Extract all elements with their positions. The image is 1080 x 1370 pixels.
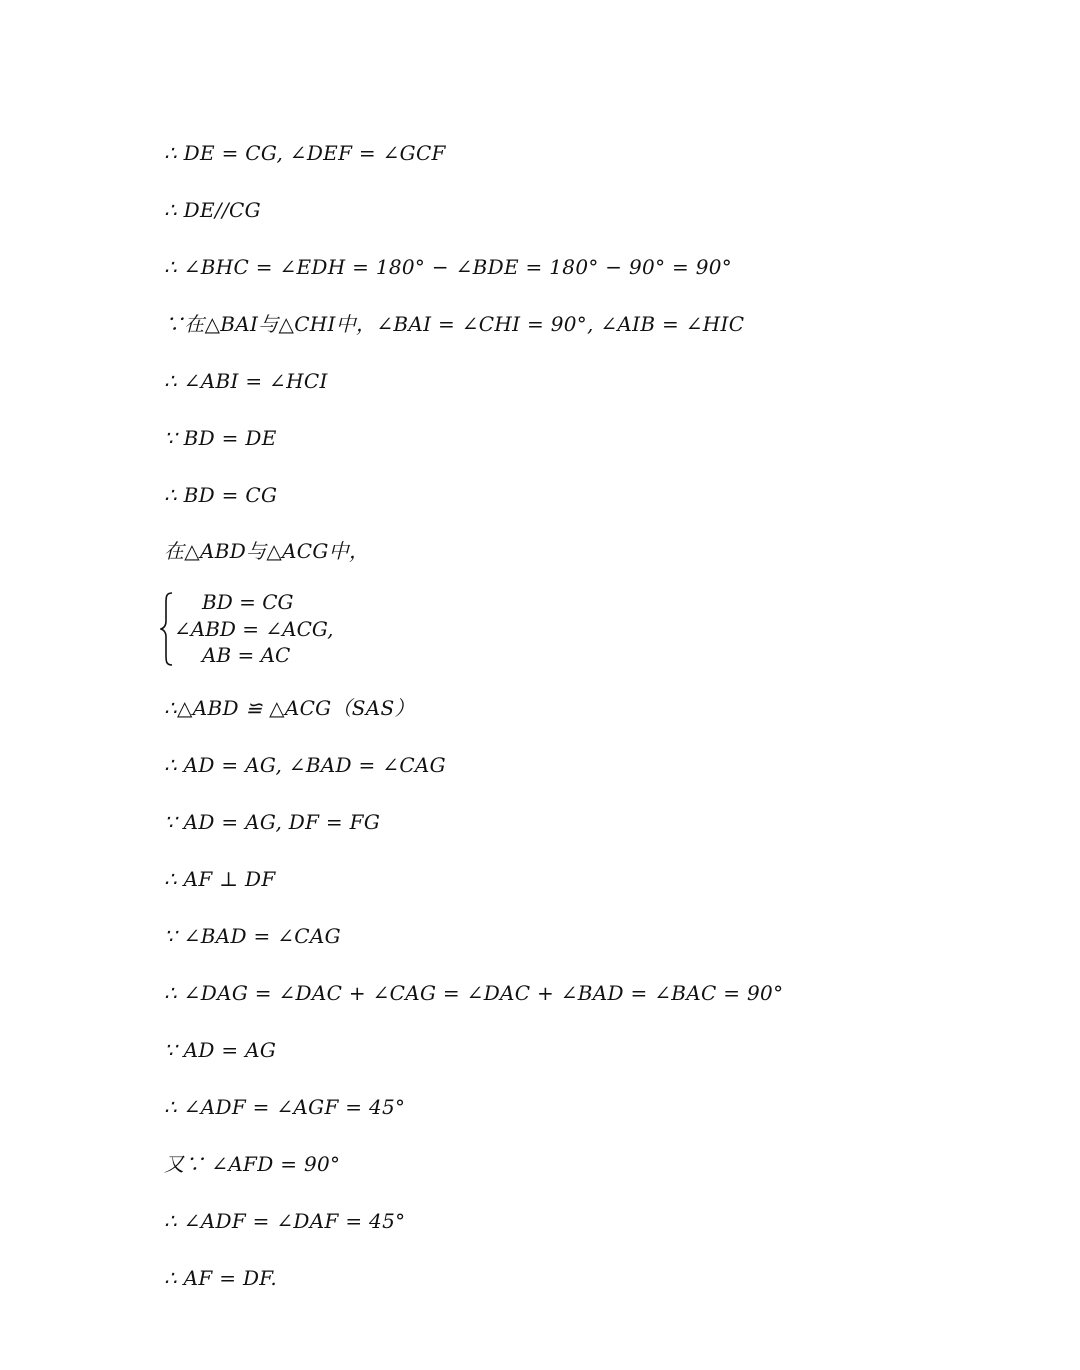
proof-step-3: ∴ ∠BHC = ∠EDH = 180° − ∠BDE = 180° − 90° = 90° (164, 255, 733, 279)
left-brace-icon (160, 591, 174, 667)
condition-row: BD = CG (202, 590, 294, 614)
proof-step-2: ∴ DE//CG (164, 198, 261, 222)
proof-step-8: 在△ABD与△ACG中， (164, 539, 370, 563)
proof-step-12: ∴ AF ⊥ DF (164, 867, 276, 891)
proof-step-13: ∵ ∠BAD = ∠CAG (164, 924, 341, 948)
proof-step-16: ∴ ∠ADF = ∠AGF = 45° (164, 1095, 406, 1119)
condition-row: AB = AC (202, 643, 291, 667)
proof-step-11: ∵ AD = AG, DF = FG (164, 810, 381, 834)
condition-row: ∠ABD = ∠ACG, (174, 616, 334, 641)
proof-step-5: ∴ ∠ABI = ∠HCI (164, 369, 328, 393)
proof-step-4: ∵在△BAI与△CHI中，∠BAI = ∠CHI = 90°, ∠AIB = ∠HIC (164, 312, 745, 336)
proof-step-7: ∴ BD = CG (164, 483, 278, 507)
proof-step-19: ∴ AF = DF. (164, 1266, 278, 1290)
proof-step-9: ∴△ABD ≌ △ACG（SAS） (164, 696, 415, 720)
condition-list (174, 590, 334, 668)
proof-step-14: ∴ ∠DAG = ∠DAC + ∠CAG = ∠DAC + ∠BAD = ∠BAC = 90° (164, 981, 784, 1005)
proof-step-17: 又∵ ∠AFD = 90° (164, 1152, 341, 1176)
proof-step-10: ∴ AD = AG, ∠BAD = ∠CAG (164, 753, 446, 777)
proof-step-1: ∴ DE = CG, ∠DEF = ∠GCF (164, 141, 446, 165)
proof-step-18: ∴ ∠ADF = ∠DAF = 45° (164, 1209, 406, 1233)
proof-step-15: ∵ AD = AG (164, 1038, 277, 1062)
congruence-conditions (160, 590, 334, 668)
proof-step-6: ∵ BD = DE (164, 426, 277, 450)
